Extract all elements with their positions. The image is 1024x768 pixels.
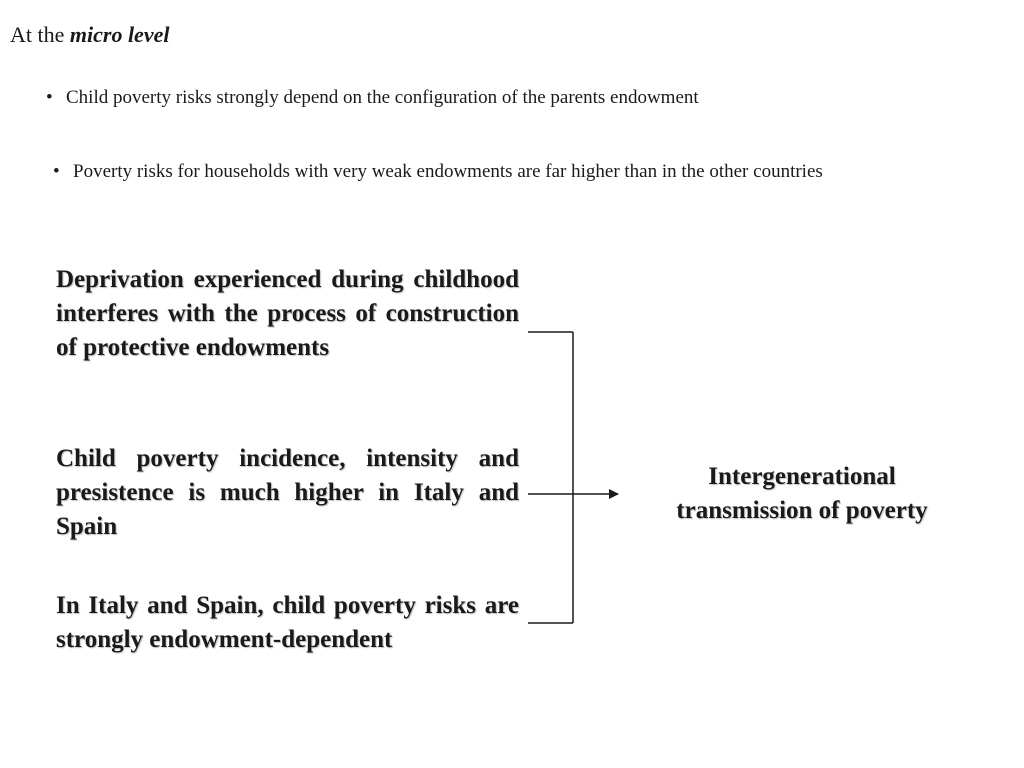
bullet-marker: • [46,87,53,108]
title-prefix: At the [10,22,65,47]
title-emphasis: micro level [69,22,170,47]
statement-deprivation: Deprivation experienced during childhood interferes with the process of construction of protective endowments [56,266,519,361]
bullet-text: Poverty risks for households with very weak endowments are far higher than in the other countries [73,161,823,182]
statement-incidence: Child poverty incidence, intensity and presistence is much higher in Italy and Spain [56,445,519,540]
bullet-item-2 [53,158,873,185]
slide-title [10,22,169,48]
bullet-text: Child poverty risks strongly depend on the configuration of the parents endowment [66,87,699,108]
statement-endowment-dependence: In Italy and Spain, child poverty risks are strongly endowment-dependent [56,592,519,653]
bullet-item-1 [46,84,866,111]
outcome-label: Intergenerational transmission of poverty [676,463,928,524]
bullet-marker: • [53,161,60,182]
